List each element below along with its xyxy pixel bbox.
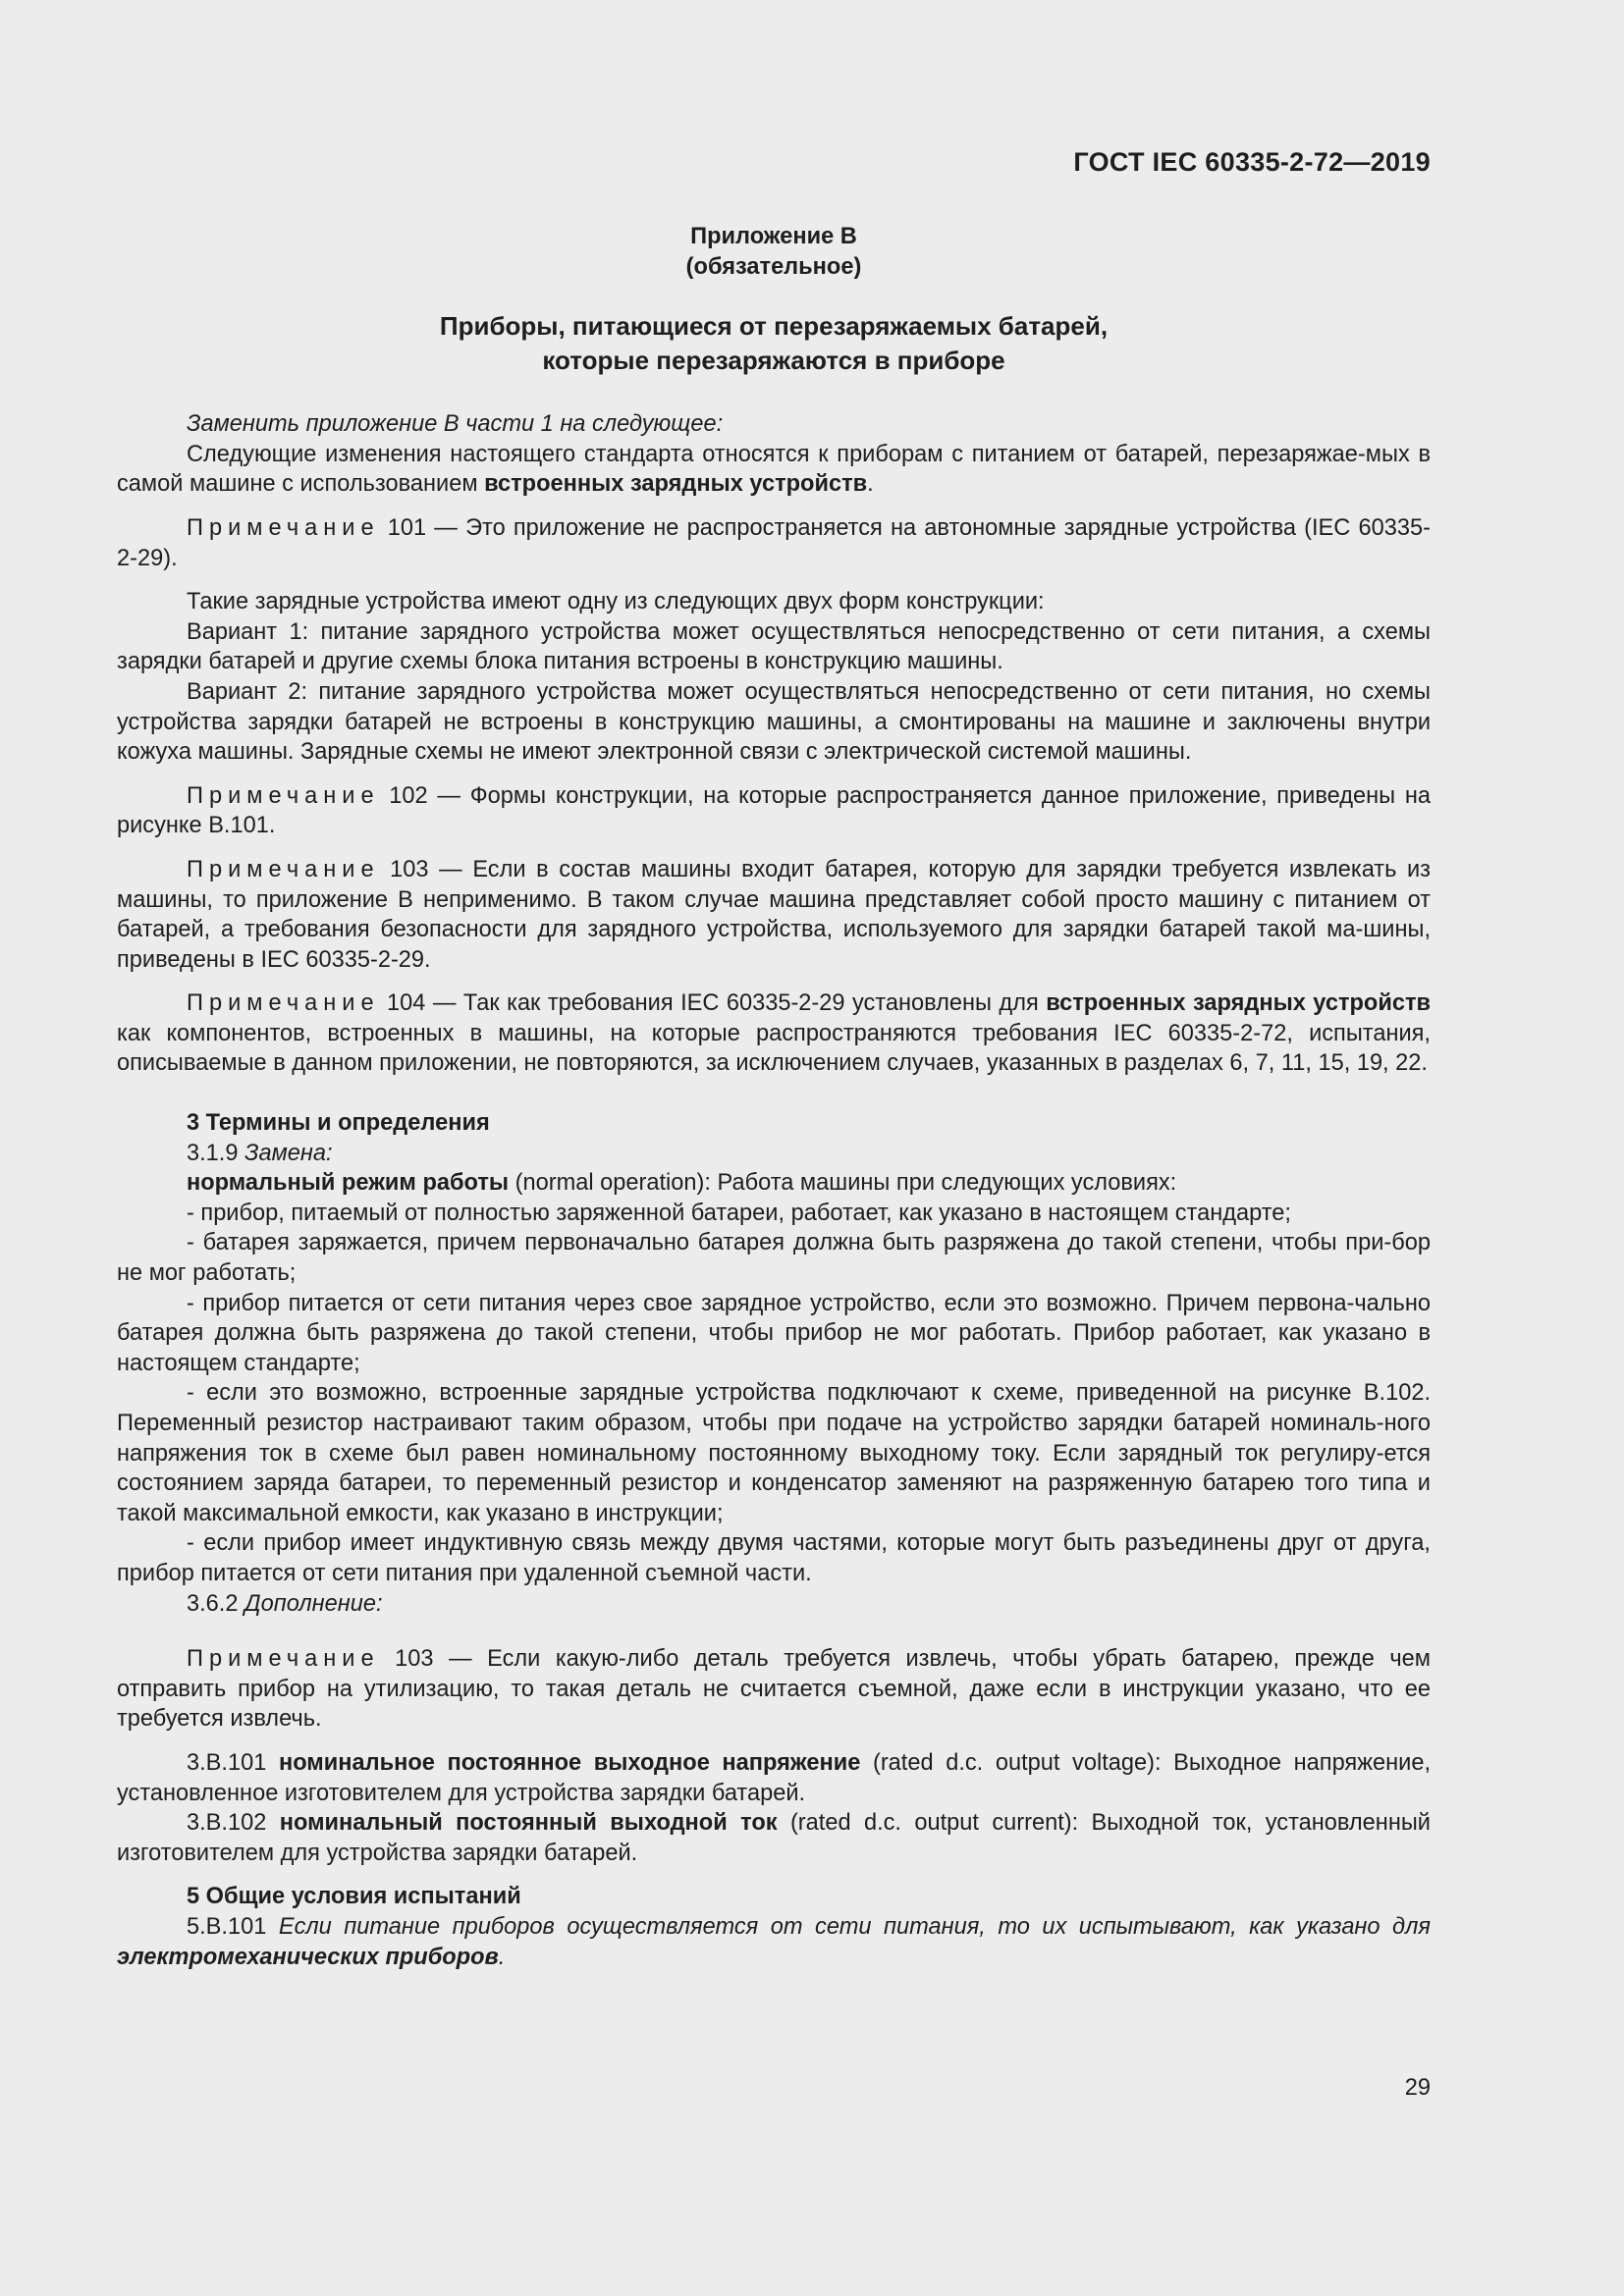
variant-2: Вариант 2: питание зарядного устройства может осуществляться непосредственно от сети питания, но схемы устройства зарядки батарей не встроены в конструкцию машины, а смонтированы на машине и заключены внутри кожуха машины. Зарядные схемы не имеют электронной связи с электрической системой машины.	[117, 678, 1431, 766]
note-label: Примечание	[187, 514, 380, 541]
normal-operation-text: (normal operation): Работа машины при следующих условиях:	[509, 1170, 1177, 1197]
def-3b102-num: 3.В.102	[187, 1810, 280, 1837]
intro-text-end: .	[867, 471, 874, 498]
note-label: Примечание	[187, 856, 380, 882]
note-103a	[117, 855, 1431, 975]
section-3-title: 3 Термины и определения	[187, 1110, 490, 1137]
condition-item-3: - прибор питается от сети питания через свое зарядное устройство, если это возможно. Причем первона-чально батарея должна быть разряжена до такой степени, чтобы прибор не мог работать. Прибор работает, как указано в настоящем стандарте;	[117, 1290, 1431, 1376]
def-3b101-text: (rated d.c. output voltage): Выходное напряжение, установленное изготовителем для устройства зарядки батарей.	[117, 1749, 1432, 1806]
intro-paragraph	[117, 440, 1431, 500]
note-label: Примечание	[187, 782, 380, 809]
intro-text-a: Следующие изменения настоящего стандарта относятся к приборам с питанием от батарей, перезаряжае-мых в самой машине с использованием	[117, 441, 1431, 498]
note-label: Примечание	[187, 1646, 380, 1673]
condition-item-1: - прибор, питаемый от полностью заряженной батареи, работает, как указано в настоящем стандарте;	[187, 1200, 1291, 1226]
normal-operation-term: нормальный режим работы	[187, 1170, 510, 1197]
page-number: 29	[1404, 2075, 1431, 2101]
def-3b102-text: (rated d.c. output current): Выходной ток, установленный изготовителем для устройства зарядки батарей.	[117, 1810, 1431, 1866]
intro-text-bold: встроенных зарядных устройств	[484, 471, 868, 498]
clause-5b101-text: Если питание приборов осуществляется от сети питания, то их испытывают, как указано для	[278, 1913, 1431, 1940]
annex-heading-line1: Приборы, питающиеся от перезаряжаемых батарей,	[439, 311, 1109, 342]
standard-header: ГОСТ IEC 60335-2-72—2019	[1073, 147, 1431, 177]
note-104-text-c: как компонентов, встроенных в машины, на которые распространяются требования IEC 60335-2-72, испытания, описываемые в данном приложении, не повторяются, за исключением случаев, указанных в разделах 6, 7, 11, 15, 19, 22.	[117, 1020, 1431, 1077]
page-content	[117, 222, 1431, 1972]
annex-status: (обязательное)	[685, 253, 862, 280]
clause-362-label: Дополнение:	[244, 1590, 383, 1617]
clause-5b101-bold: электромеханических приборов	[117, 1944, 499, 1970]
clause-319	[117, 1139, 1431, 1169]
clause-5b101	[117, 1912, 1431, 1972]
clause-5b101-end: .	[498, 1944, 506, 1970]
def-3b101-term: номинальное постоянное выходное напряжение	[278, 1749, 861, 1776]
annex-heading-line2: которые перезаряжаются в приборе	[542, 346, 1005, 376]
clause-319-label: Замена:	[244, 1140, 333, 1166]
note-102-text: 102 — Формы конструкции, на которые распространяется данное приложение, приведены на рисунке В.101.	[117, 782, 1431, 839]
variant-1: Вариант 1: питание зарядного устройства может осуществляться непосредственно от сети питания, а схемы зарядки батарей и другие схемы блока питания встроены в конструкцию машины.	[117, 618, 1431, 675]
section-5-title: 5 Общие условия испытаний	[187, 1884, 521, 1910]
note-101	[117, 513, 1431, 573]
def-3b101	[117, 1748, 1431, 1808]
def-3b101-num: 3.В.101	[187, 1749, 279, 1776]
note-103b-text: 103 — Если какую-либо деталь требуется извлечь, чтобы убрать батарею, прежде чем отправить прибор на утилизацию, то такая деталь не считается съемной, даже если в инструкции указано, что ее требуется извлечь.	[117, 1646, 1431, 1733]
annex-heading	[117, 309, 1431, 378]
note-104-text-a: 104 — Так как требования IEC 60335-2-29 установлены для	[387, 990, 1047, 1017]
note-103a-text: 103 — Если в состав машины входит батарея, которую для зарядки требуется извлекать из машины, то приложение В неприменимо. В таком случае машина представляет собой просто машину с питанием от батарей, а требования безопасности для зарядного устройства, используемого для зарядки батарей такой ма-шины, приведены в IEC 60335-2-29.	[117, 856, 1432, 973]
def-3b102-term: номинальный постоянный выходной ток	[279, 1810, 778, 1837]
note-label: Примечание	[187, 990, 380, 1017]
clause-362	[117, 1589, 1431, 1620]
note-104-text-bold: встроенных зарядных устройств	[1046, 990, 1432, 1017]
note-103b	[117, 1644, 1431, 1735]
forms-lead: Такие зарядные устройства имеют одну из следующих двух форм конструкции:	[187, 589, 1045, 615]
clause-362-num: 3.6.2	[187, 1590, 245, 1617]
clause-319-num: 3.1.9	[187, 1140, 245, 1166]
def-3b102	[117, 1808, 1431, 1868]
replace-instruction: Заменить приложение В части 1 на следующее:	[187, 411, 724, 438]
note-101-text: 101 — Это приложение не распространяется на автономные зарядные устройства (IEC 60335-2-29).	[117, 514, 1431, 571]
annex-title: Приложение В	[690, 224, 857, 249]
condition-item-5: - если прибор имеет индуктивную связь между двумя частями, которые могут быть разъединены друг от друга, прибор питается от сети питания при удаленной съемной части.	[117, 1530, 1431, 1586]
note-104	[117, 988, 1431, 1079]
note-102	[117, 781, 1431, 841]
normal-operation-def	[117, 1168, 1431, 1199]
clause-5b101-num: 5.В.101	[187, 1913, 279, 1940]
condition-item-4: - если это возможно, встроенные зарядные устройства подключают к схеме, приведенной на рисунке В.102. Переменный резистор настраивают таким образом, чтобы при подаче на устройство зарядки батарей номиналь-ного напряжения ток в схеме был равен номинальному постоянному выходному току. Если зарядный ток регулиру-ется состоянием заряда батареи, то переменный резистор и конденсатор заменяют на разряженную батарею того типа и такой максимальной емкости, как указано в инструкции;	[117, 1380, 1431, 1526]
condition-item-2: - батарея заряжается, причем первоначально батарея должна быть разряжена до такой степени, чтобы при-бор не мог работать;	[117, 1230, 1431, 1287]
